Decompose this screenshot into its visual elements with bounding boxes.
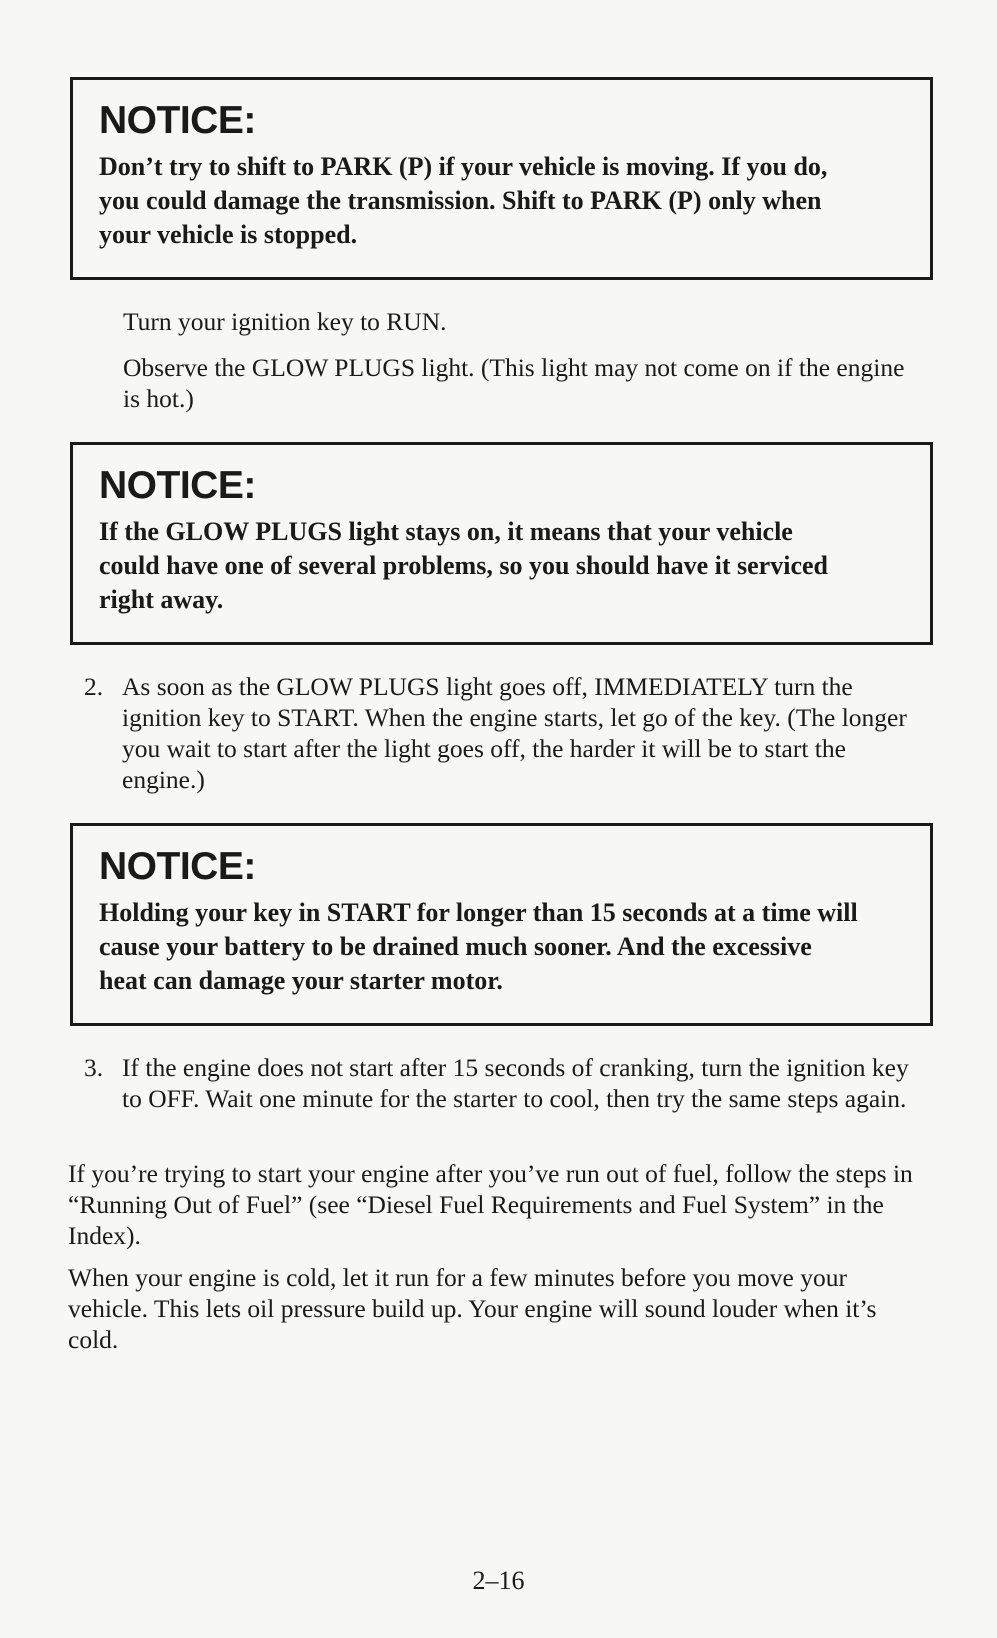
notice-box-glow-plugs [70,442,933,645]
step-text: If the engine does not start after 15 seconds of cranking, turn the ignition key to OFF. Wait one minute for the starter to cool, then try the same steps again. [122,1053,909,1113]
notice-text: If the GLOW PLUGS light stays on, it means that your vehicle could have one of several problems, so you should have it serviced right away. [99,517,828,614]
notice-title: NOTICE: [99,99,256,142]
notice-text: Don’t try to shift to PARK (P) if your vehicle is moving. If you do, you could damage the transmission. Shift to PARK (P) only when your vehicle is stopped. [99,152,828,249]
notice-text: Holding your key in START for longer than 15 seconds at a time will cause your battery to be drained much sooner. And the excessive heat can damage your starter motor. [99,898,858,995]
step-number: 2. [84,672,104,701]
step-number: 3. [84,1053,104,1082]
step-text: As soon as the GLOW PLUGS light goes off, IMMEDIATELY turn the ignition key to START. When the engine starts, let go of the key. (The longer you wait to start after the light goes off, the harder it will be to start the engine.) [122,672,907,794]
notice-title: NOTICE: [99,845,256,888]
instruction-observe-light: Observe the GLOW PLUGS light. (This light may not come on if the engine is hot.) [123,353,905,413]
paragraph-out-of-fuel: If you’re trying to start your engine after you’ve run out of fuel, follow the steps in “Running Out of Fuel” (see “Diesel Fuel Requirements and Fuel System” in the Index). [68,1159,913,1250]
list-item-step-3 [84,1052,934,1114]
notice-box-start-duration [70,823,933,1026]
notice-title: NOTICE: [99,464,256,507]
list-item-step-2 [84,671,934,795]
instruction-turn-key: Turn your ignition key to RUN. [123,307,447,336]
page-number: 2–16 [472,1566,525,1595]
paragraph-cold-engine: When your engine is cold, let it run for a few minutes before you move your vehicle. This lets oil pressure build up. Your engine will sound louder when it’s cold. [68,1263,877,1354]
notice-box-shift-park [70,77,933,280]
